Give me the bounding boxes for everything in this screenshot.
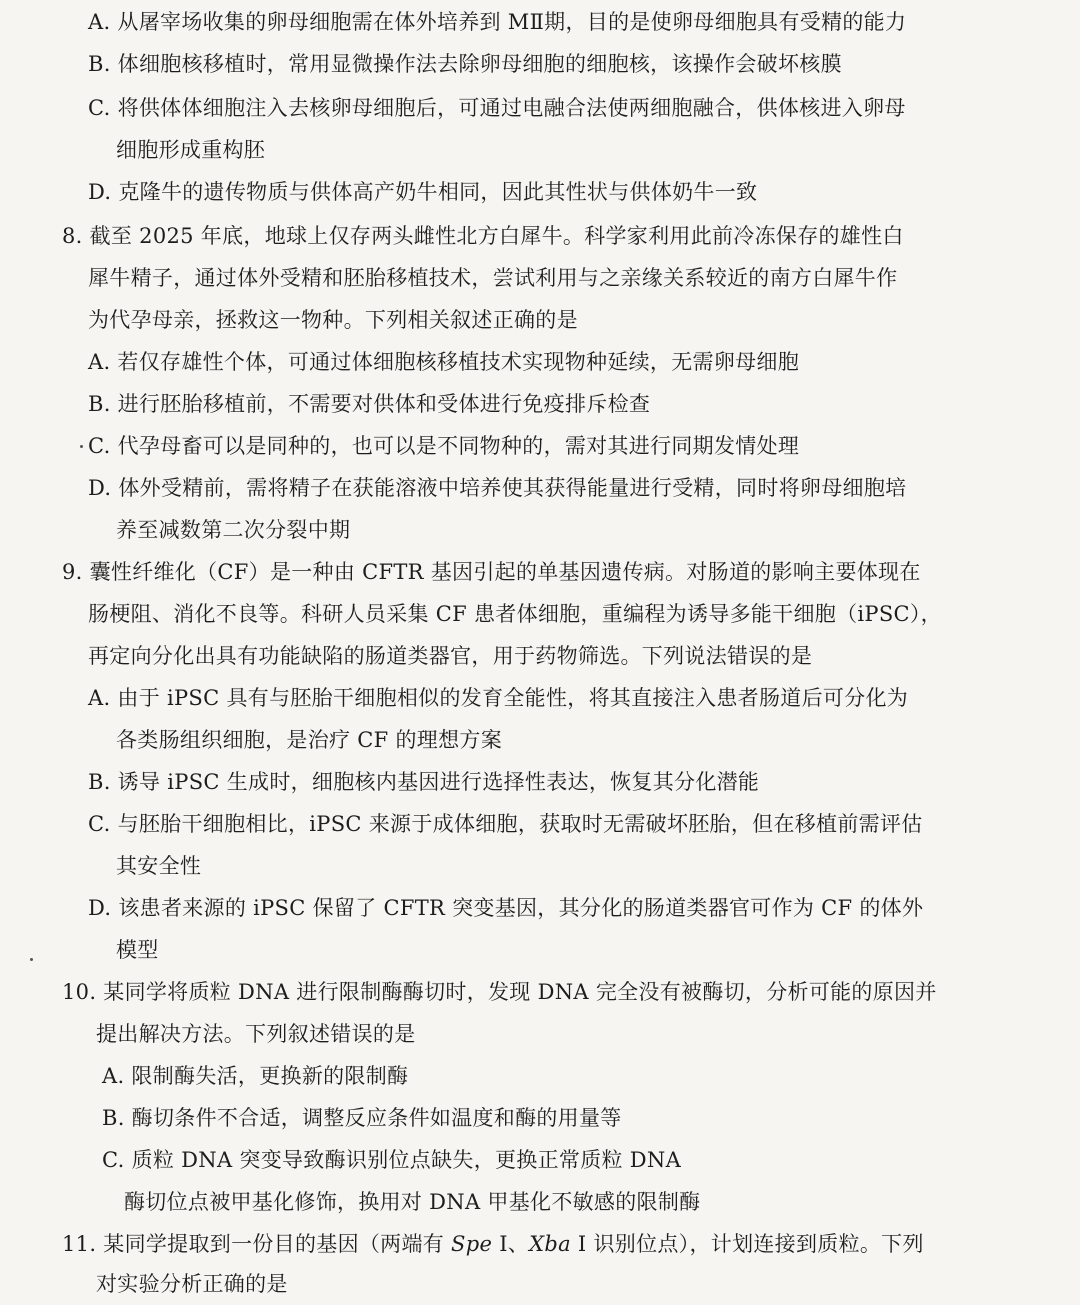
q9-stem-line1: 9. 囊性纤维化（CF）是一种由 CFTR 基因引起的单基因遗传病。对肠道的影响主要体现在	[62, 560, 921, 584]
q8-stem-line2: 犀牛精子，通过体外受精和胚胎移植技术，尝试利用与之亲缘关系较近的南方白犀牛作	[88, 266, 898, 290]
q9-option-b: B. 诱导 iPSC 生成时，细胞核内基因进行选择性表达，恢复其分化潜能	[88, 770, 760, 794]
q8-option-b: B. 进行胚胎移植前，不需要对供体和受体进行免疫排斥检查	[88, 392, 651, 416]
q10-option-b: B. 酶切条件不合适，调整反应条件如温度和酶的用量等	[102, 1106, 622, 1130]
q9-option-d-line1: D. 该患者来源的 iPSC 保留了 CFTR 突变基因，其分化的肠道类器官可作为 CF 的体外	[88, 896, 924, 920]
q10-stem-line1: 10. 某同学将质粒 DNA 进行限制酶酶切时，发现 DNA 完全没有被酶切，分析可能的原因并	[62, 980, 937, 1004]
q11-stem-pre: 11. 某同学提取到一份目的基因（两端有	[62, 1232, 452, 1256]
scan-speck	[80, 445, 83, 448]
q8-option-a: A. 若仅存雄性个体，可通过体细胞核移植技术实现物种延续，无需卵母细胞	[88, 350, 800, 374]
q10-option-d: 酶切位点被甲基化修饰，换用对 DNA 甲基化不敏感的限制酶	[124, 1190, 701, 1214]
q11-stem-line1	[62, 1230, 924, 1258]
q8-option-c: C. 代孕母畜可以是同种的，也可以是不同物种的，需对其进行同期发情处理	[88, 434, 800, 458]
q11-stem-line2: 对实验分析正确的是	[96, 1272, 288, 1296]
q10-option-c: C. 质粒 DNA 突变导致酶识别位点缺失，更换正常质粒 DNA	[102, 1148, 682, 1172]
q11-enzyme-spe: Spe	[451, 1232, 493, 1256]
scan-speck	[30, 958, 33, 961]
q7-option-d: D. 克隆牛的遗传物质与供体高产奶牛相同，因此其性状与供体奶牛一致	[88, 180, 758, 204]
q10-stem-line2: 提出解决方法。下列叙述错误的是	[96, 1022, 416, 1046]
q8-option-d-line1: D. 体外受精前，需将精子在获能溶液中培养使其获得能量进行受精，同时将卵母细胞培	[88, 476, 907, 500]
q9-stem-line3: 再定向分化出具有功能缺陷的肠道类器官，用于药物筛选。下列说法错误的是	[88, 644, 813, 668]
q11-stem-mid: Ⅰ、	[492, 1232, 530, 1256]
q7-option-c-line2: 细胞形成重构胚	[116, 138, 266, 162]
q11-enzyme-xba: Xba	[529, 1232, 571, 1256]
q9-option-a-line2: 各类肠组织细胞，是治疗 CF 的理想方案	[116, 728, 502, 752]
q9-option-a-line1: A. 由于 iPSC 具有与胚胎干细胞相似的发育全能性，将其直接注入患者肠道后可分化为	[88, 686, 909, 710]
q8-stem-line3: 为代孕母亲，拯救这一物种。下列相关叙述正确的是	[88, 308, 578, 332]
q7-option-c-line1: C. 将供体体细胞注入去核卵母细胞后，可通过电融合法使两细胞融合，供体核进入卵母	[88, 96, 906, 120]
q9-stem-line2: 肠梗阻、消化不良等。科研人员采集 CF 患者体细胞，重编程为诱导多能干细胞（iPSC），	[88, 602, 942, 626]
q10-option-a: A. 限制酶失活，更换新的限制酶	[102, 1064, 409, 1088]
q7-option-b: B. 体细胞核移植时，常用显微操作法去除卵母细胞的细胞核，该操作会破坏核膜	[88, 52, 842, 76]
q9-option-c-line1: C. 与胚胎干细胞相比，iPSC 来源于成体细胞，获取时无需破坏胚胎，但在移植前需评估	[88, 812, 923, 836]
q9-option-d-line2: 模型	[116, 938, 159, 962]
q8-option-d-line2: 养至减数第二次分裂中期	[116, 518, 351, 542]
q9-option-c-line2: 其安全性	[116, 854, 202, 878]
q8-stem-line1: 8. 截至 2025 年底，地球上仅存两头雌性北方白犀牛。科学家利用此前冷冻保存的雄性白	[62, 224, 904, 248]
q7-option-a: A. 从屠宰场收集的卵母细胞需在体外培养到 MⅡ期，目的是使卵母细胞具有受精的能力	[88, 10, 907, 34]
q11-stem-post: Ⅰ 识别位点），计划连接到质粒。下列	[570, 1232, 924, 1256]
